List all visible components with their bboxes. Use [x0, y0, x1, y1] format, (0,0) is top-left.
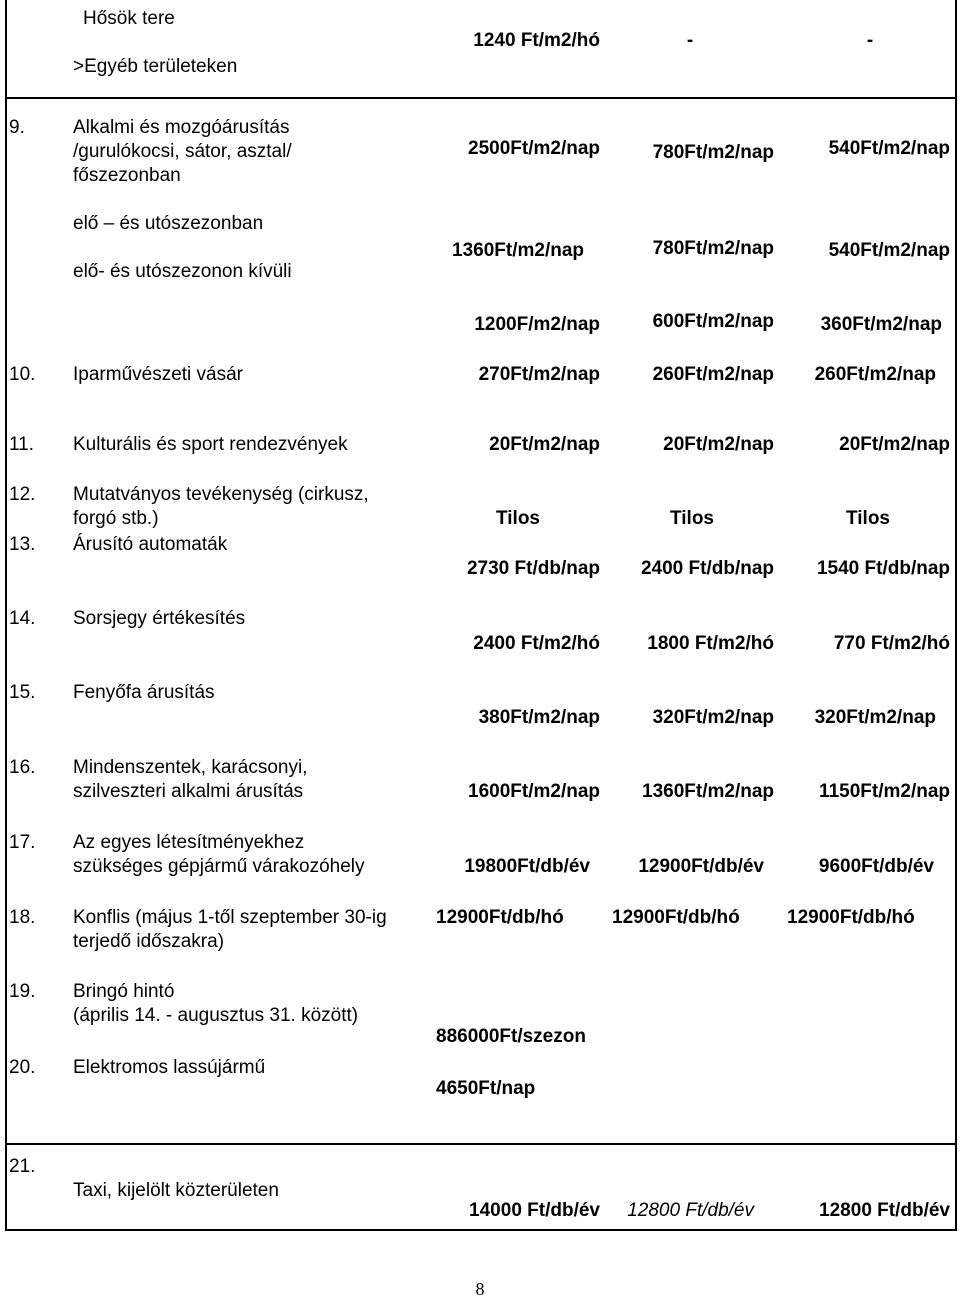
price-zone-1: 4650Ft/nap: [436, 1078, 536, 1099]
price-zone-3: 540Ft/m2/nap: [828, 240, 950, 261]
row-label: Iparművészeti vásár: [73, 364, 244, 385]
row-number: 9.: [9, 117, 25, 138]
price-zone-2: 780Ft/m2/nap: [652, 142, 774, 163]
row-divider: [5, 97, 957, 99]
price-zone-1: Tilos: [496, 508, 540, 529]
price-zone-1: 20Ft/m2/nap: [489, 434, 600, 455]
price-zone-2: 1360Ft/m2/nap: [642, 781, 774, 802]
price-zone-2: 600Ft/m2/nap: [652, 311, 774, 332]
price-zone-1: 270Ft/m2/nap: [478, 364, 600, 385]
row-label: Árusító automaták: [73, 534, 228, 555]
price-zone-3: 12900Ft/db/hó: [787, 907, 915, 928]
page-number: 8: [475, 1279, 485, 1299]
row-label: Mindenszentek, karácsonyi,: [73, 757, 308, 778]
row-number: 16.: [9, 757, 36, 778]
price-zone-1: 2400 Ft/m2/hó: [473, 633, 600, 654]
row-label: Fenyőfa árusítás: [73, 682, 215, 703]
row-label: /gurulókocsi, sátor, asztal/: [73, 141, 292, 162]
row-label: főszezonban: [73, 165, 181, 186]
price-zone-2: 2400 Ft/db/nap: [640, 558, 774, 579]
price-zone-1: 380Ft/m2/nap: [478, 707, 600, 728]
price-zone-3: 320Ft/m2/nap: [814, 707, 936, 728]
price-zone-1: 1600Ft/m2/nap: [468, 781, 600, 802]
row-number: 12.: [9, 484, 36, 505]
row-label: szükséges gépjármű várakozóhely: [73, 856, 365, 877]
price-zone-1: 2500Ft/m2/nap: [468, 138, 600, 159]
row-number: 11.: [9, 434, 35, 455]
price-zone-3: Tilos: [846, 508, 890, 529]
price-zone-2: Tilos: [670, 508, 714, 529]
price-zone-3: 1150Ft/m2/nap: [819, 781, 950, 802]
price-zone-2: 260Ft/m2/nap: [652, 364, 774, 385]
row-label: elő- és utószezonon kívüli: [73, 261, 292, 282]
price-zone-2: -: [686, 30, 694, 51]
price-zone-2: 20Ft/m2/nap: [663, 434, 774, 455]
price-zone-2: 1800 Ft/m2/hó: [647, 633, 774, 654]
price-zone-3: 9600Ft/db/év: [818, 856, 934, 877]
price-zone-3: 770 Ft/m2/hó: [833, 633, 950, 654]
row-label: Alkalmi és mozgóárusítás: [73, 117, 290, 138]
row-label: Bringó hintó: [73, 981, 175, 1002]
row-label: Konflis (május 1-től szeptember 30-ig: [73, 907, 387, 928]
price-zone-3: -: [866, 30, 874, 51]
price-zone-2: 780Ft/m2/nap: [652, 238, 774, 259]
price-zone-1: 1240 Ft/m2/hó: [473, 30, 600, 51]
row-number: 20.: [9, 1057, 36, 1078]
price-zone-3: 20Ft/m2/nap: [839, 434, 950, 455]
row-number: 18.: [9, 907, 36, 928]
row-number: 14.: [9, 608, 36, 629]
row-label: Elektromos lassújármű: [73, 1057, 266, 1078]
price-zone-2: 12800 Ft/db/év: [627, 1200, 754, 1221]
price-zone-1: 886000Ft/szezon: [436, 1026, 586, 1047]
price-zone-1: 12900Ft/db/hó: [436, 907, 564, 928]
row-label: terjedő időszakra): [73, 931, 225, 952]
row-number: 21.: [9, 1156, 36, 1177]
row-label: szilveszteri alkalmi árusítás: [73, 781, 304, 802]
price-zone-3: 260Ft/m2/nap: [814, 364, 936, 385]
price-zone-1: 14000 Ft/db/év: [469, 1200, 600, 1221]
row-label: >Egyéb területeken: [73, 56, 238, 77]
price-zone-1: 2730 Ft/db/nap: [466, 558, 600, 579]
price-zone-3: 1540 Ft/db/nap: [816, 558, 950, 579]
row-number: 17.: [9, 832, 36, 853]
price-zone-2: 12900Ft/db/hó: [612, 907, 740, 928]
price-zone-3: 12800 Ft/db/év: [819, 1200, 950, 1221]
row-label: Sorsjegy értékesítés: [73, 608, 246, 629]
row-label: Kulturális és sport rendezvények: [73, 434, 348, 455]
price-zone-2: 12900Ft/db/év: [638, 856, 764, 877]
row-label: (április 14. - augusztus 31. között): [73, 1005, 359, 1026]
price-zone-3: 540Ft/m2/nap: [828, 138, 950, 159]
price-zone-1: 1200F/m2/nap: [474, 314, 600, 335]
row-number: 19.: [9, 981, 36, 1002]
row-number: 13.: [9, 534, 36, 555]
row-number: 15.: [9, 682, 36, 703]
row-label: Az egyes létesítményekhez: [73, 832, 305, 853]
row-label: elő – és utószezonban: [73, 213, 264, 234]
row-label: Hősök tere: [83, 8, 175, 29]
row-divider: [5, 1143, 957, 1145]
price-zone-2: 320Ft/m2/nap: [652, 707, 774, 728]
row-number: 10.: [9, 364, 36, 385]
price-zone-1: 1360Ft/m2/nap: [452, 240, 584, 261]
row-label: Mutatványos tevékenység (cirkusz,: [73, 484, 369, 505]
price-zone-1: 19800Ft/db/év: [464, 856, 590, 877]
price-zone-3: 360Ft/m2/nap: [820, 314, 942, 335]
row-label: Taxi, kijelölt közterületen: [73, 1180, 279, 1201]
row-label: forgó stb.): [73, 508, 159, 529]
